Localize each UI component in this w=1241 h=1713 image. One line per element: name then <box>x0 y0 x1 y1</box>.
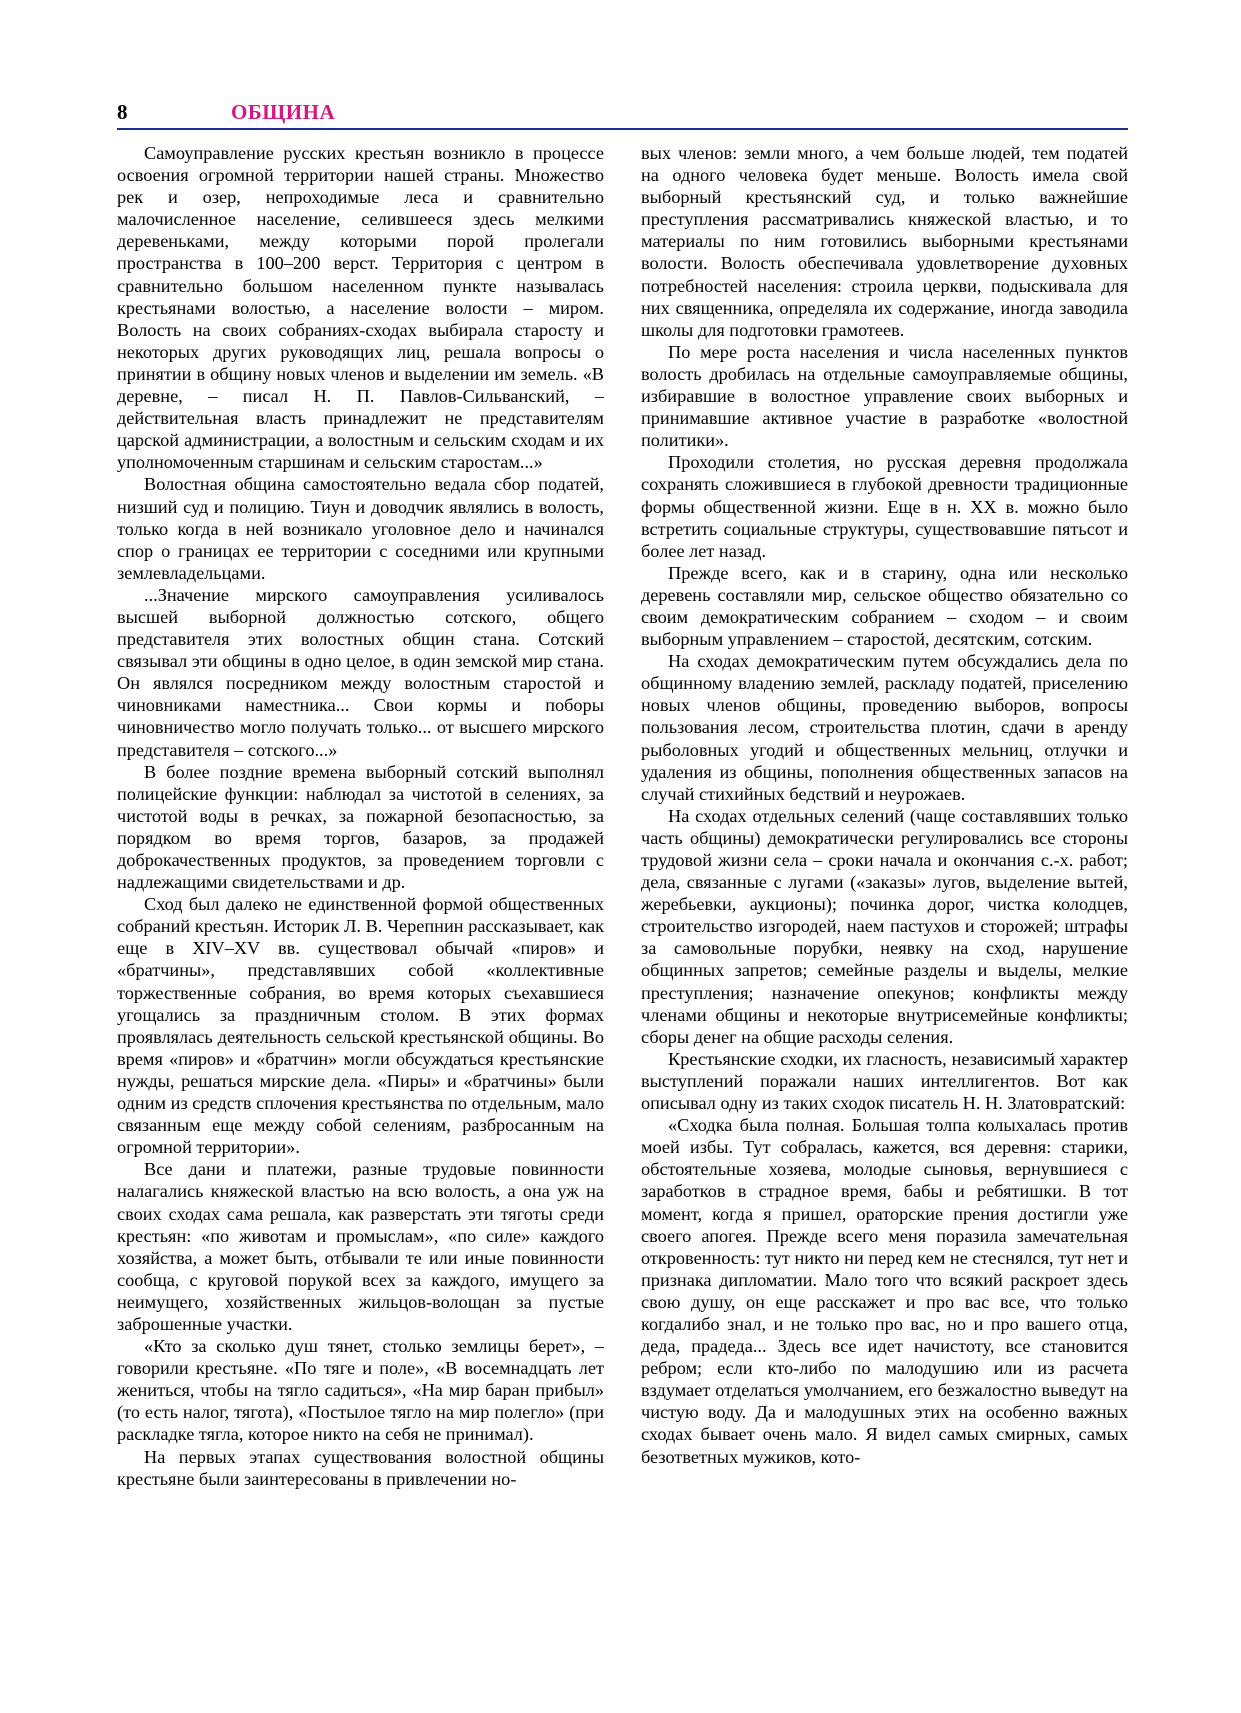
running-header <box>117 96 1128 132</box>
section-title: ОБЩИНА <box>231 100 336 124</box>
paragraph: Крестьянские сходки, их гласность, независимый характер выступлений поражали наших интеллигентов. Вот как описывал одну из таких сходок писатель Н. Н. Златовратский: <box>641 1048 1128 1114</box>
paragraph: Сход был далеко не единственной формой общественных собраний крестьян. Историк Л. В. Черепнин рассказывает, как еще в XIV–XV вв. существовал обычай «пиров» и «братчины», представлявших собой «коллективные торжественные собрания, во время которых съехавшиеся угощались за праздничным столом. В этих формах проявлялась деятельность сельской крестьянской общины. Во время «пиров» и «братчин» могли обсуждаться крестьянские нужды, решаться мирские дела. «Пиры» и «братчины» были одним из средств сплочения крестьянства по отдельным, мало связанным еще между собой селениям, разбросанным на огромной территории». <box>117 894 604 1158</box>
right-column <box>641 142 1128 1612</box>
paragraph: Самоуправление русских крестьян возникло в процессе освоения огромной территории нашей страны. Множество рек и озер, непроходимые леса и сравнительно малочисленное население, селившееся здесь мелкими деревеньками, между которыми порой пролегали пространства в 100–200 верст. Территория с центром в сравнительно большом населенном пункте называлась крестьянами волостью, а население волости – миром. Волость на своих собраниях-сходах выбирала старосту и некоторых других руководящих лиц, решала вопросы о принятии в общину новых членов и выделении им земель. «В деревне, – писал Н. П. Павлов-Сильванский, – действительная власть принадлежит не представителям царской администрации, а волостным и сельским сходам и их уполномоченным старшинам и сельским старостам...» <box>117 143 604 473</box>
left-column <box>117 142 604 1612</box>
paragraph: Все дани и платежи, разные трудовые повинности налагались княжеской властью на всю волость, а она уж на своих сходах сама решала, как разверстать эти тяготы среди крестьян: «по животам и промыслам», «по силе» каждого хозяйства, а может быть, отбывали те или иные повинности сообща, с круговой порукой всех за каждого, имущего за неимущего, хозяйственных жильцов-волощан за пустые заброшенные участки. <box>117 1159 604 1334</box>
paragraph: ...Значение мирского самоуправления усиливалось высшей выборной должностью сотского, общего представителя этих волостных общин стана. Сотский связывал эти общины в одно целое, в один земской мир стана. Он являлся посредником между волостным старостой и чиновниками наместника... Свои кормы и поборы чиновничество могло получать только... от высшего мирского представителя – сотского...» <box>117 584 604 760</box>
paragraph: На сходах отдельных селений (чаще составлявших только часть общины) демократически регулировались все стороны трудовой жизни села – сроки начала и окончания с.-х. работ; дела, связанные с лугами («заказы» лугов, выделение вытей, жеребьевки, аукционы); починка дорог, чистка колодцев, строительство изгородей, наем пастухов и сторожей; штрафы за самовольные порубки, неявку на сход, нарушение общинных запретов; семейные разделы и выделы, мелкие преступления; назначение опекунов; конфликты между членами общины и некоторые внутрисемейные конфликты; сборы денег на общие расходы селения. <box>641 805 1128 1047</box>
paragraph: «Кто за сколько душ тянет, столько землицы берет», – говорили крестьяне. «По тяге и поле», «В восемнадцать лет жениться, чтобы на тягло садиться», «На мир баран прибыл» (то есть налог, тягота), «Постылое тягло на мир полегло» (при раскладке тягла, которое никто на себя не принимал). <box>117 1336 604 1445</box>
paragraph: На сходах демократическим путем обсуждались дела по общинному владению землей, раскладу податей, приселению новых членов общины, проведению выборов, вопросы пользования лесом, строительства плотин, сдачи в аренду рыболовных угодий и общественных мельниц, отлучки и удаления из общины, пополнения общественных запасов на случай стихийных бедствий и неурожаев. <box>641 651 1128 804</box>
paragraph: «Сходка была полная. Большая толпа колыхалась против моей избы. Тут собралась, кажется, вся деревня: старики, обстоятельные хозяева, молодые сыновья, вернувшиеся с заработков в страдное время, бабы и ребятишки. В тот момент, когда я пришел, ораторские прения достигли уже своего апогея. Прежде всего меня поразила замечательная откровенность: тут никто ни перед кем не стеснялся, тут нет и признака дипломатии. Мало того что всякий раскроет здесь свою душу, он еще расскажет и про вас все, что только когдалибо знал, и не только про вас, но и про вашего отца, деда, прадеда... Здесь все идет начистоту, все становится ребром; если кто-либо по малодушию или из расчета вздумает отделаться умолчанием, его безжалостно выведут на чистую воду. Да и малодушных этих на особенно важных сходах бывает очень мало. Я видел самых смирных, самых безответных мужиков, кото- <box>641 1115 1128 1467</box>
paragraph: По мере роста населения и числа населенных пунктов волость дробилась на отдельные самоуправляемые общины, избиравшие в волостное управление своих выборных и принимавшие активное участие в разработке «волостной политики». <box>641 341 1128 451</box>
paragraph: На первых этапах существования волостной общины крестьяне были заинтересованы в привлечении но- <box>117 1446 604 1489</box>
paragraph: В более поздние времена выборный сотский выполнял полицейские функции: наблюдал за чистотой в селениях, за чистотой воды в речках, за пожарной безопасностью, за порядком во время торгов, базаров, за продажей доброкачественных продуктов, за проведением торговли с надлежащими свидетельствами и др. <box>117 761 604 893</box>
paragraph-continued: вых членов: земли много, а чем больше людей, тем податей на одного человека будет меньше. Волость имела свой выборный крестьянский суд, и только важнейшие преступления рассматривались княжеской властью, и то материалы по ним готовились выборными крестьянами волости. Волость обеспечивала удовлетворение духовных потребностей населения: строила церкви, подыскивала для них священника, определяла их содержание, иногда заводила школы для подготовки грамотеев. <box>641 143 1128 340</box>
paragraph: Волостная община самостоятельно ведала сбор податей, низший суд и полицию. Тиун и доводчик являлись в волость, только когда в ней возникало уголовное дело и начинался спор о границах ее территории с соседними или крупными землевладельцами. <box>117 474 604 583</box>
header-rule <box>117 128 1128 130</box>
paragraph: Прежде всего, как и в старину, одна или несколько деревень составляли мир, сельское общество обязательно со своим демократическим собранием – сходом – и своим выборным управлением – старостой, десятским, сотским. <box>641 562 1128 650</box>
page-number: 8 <box>117 100 128 124</box>
paragraph: Проходили столетия, но русская деревня продолжала сохранять сложившиеся в глубокой древности традиционные формы общественной жизни. Еще в н. XX в. можно было встретить социальные структуры, существовавшие пятьсот и более лет назад. <box>641 452 1128 561</box>
